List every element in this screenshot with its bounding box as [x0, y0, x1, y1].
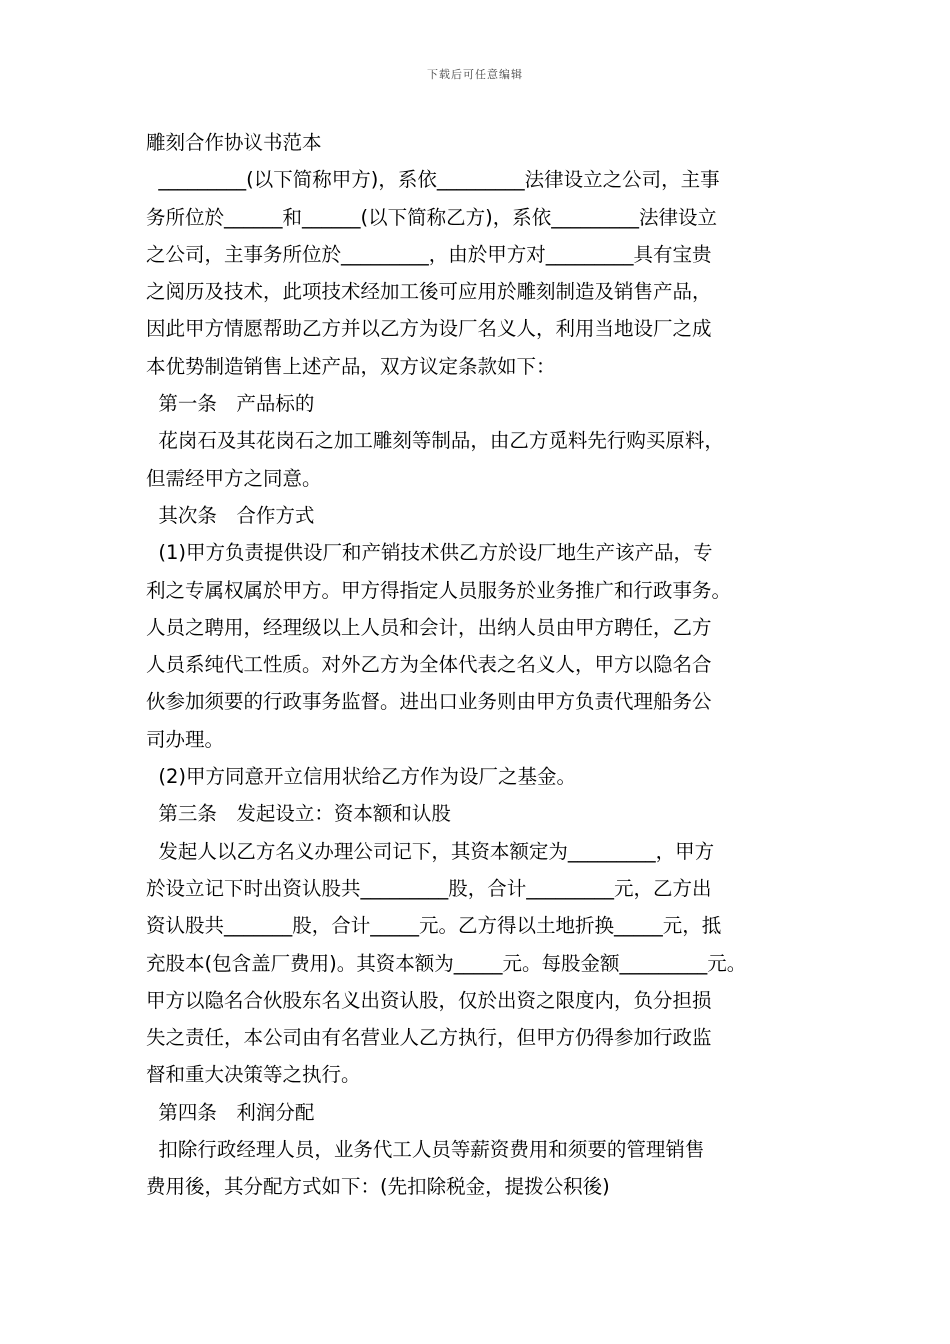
paragraph-line: 之公司，主事务所位於_________，由於甲方对_________具有宝贵 [146, 242, 712, 266]
section-heading: 第四条 利润分配 [146, 1100, 315, 1124]
paragraph-line: 务所位於______和______(以下简称乙方)，系依_________法律设立 [146, 205, 717, 229]
paragraph-line: 人员之聘用，经理级以上人员和会计，出纳人员由甲方聘任，乙方 [146, 615, 712, 639]
paragraph-line: 甲方以隐名合伙股东名义出资认股，仅於出资之限度内，负分担损 [146, 988, 712, 1012]
paragraph-line: 督和重大决策等之执行。 [146, 1063, 361, 1087]
paragraph-line: 司办理。 [146, 727, 225, 751]
paragraph-line: 发起人以乙方名义办理公司记下，其资本额定为_________，甲方 [146, 839, 715, 863]
paragraph-line: 花岗石及其花岗石之加工雕刻等制品，由乙方觅料先行购买原料， [146, 429, 724, 453]
paragraph-line: 伙参加须要的行政事务监督。进出口业务则由甲方负责代理船务公 [146, 690, 712, 714]
paragraph-line: 於设立记下时出资认股共_________股，合计_________元，乙方出 [146, 876, 712, 900]
paragraph-line: 本优势制造销售上述产品，双方议定条款如下： [146, 354, 556, 378]
section-heading: 其次条 合作方式 [146, 503, 315, 527]
paragraph-line: 之阅历及技术，此项技术经加工後可应用於雕刻制造及销售产品， [146, 280, 712, 304]
paragraph-line: 利之专属权属於甲方。甲方得指定人员服务於业务推广和行政事务。 [146, 578, 732, 602]
paragraph-line: 资认股共_______股，合计_____元。乙方得以土地折换_____元，抵 [146, 914, 722, 938]
paragraph-line: 失之责任，本公司由有名营业人乙方执行，但甲方仍得参加行政监 [146, 1026, 712, 1050]
paragraph-line: 但需经甲方之同意。 [146, 466, 322, 490]
paragraph-line: 费用後，其分配方式如下：(先扣除税金，提拨公积後) [146, 1175, 610, 1199]
section-heading: 第一条 产品标的 [146, 392, 315, 416]
document-title: 雕刻合作协议书范本 [146, 131, 322, 154]
paragraph-line: (1)甲方负责提供设厂和产销技术供乙方於设厂地生产该产品，专 [146, 541, 713, 565]
document-body [146, 124, 826, 1206]
paragraph-line: (2)甲方同意开立信用状给乙方作为设厂之基金。 [146, 765, 577, 789]
header-note: 下载后可任意编辑 [427, 68, 523, 81]
paragraph-line: 充股本(包含盖厂费用)。其资本额为_____元。每股金额_________元。 [146, 951, 747, 975]
paragraph-line: 因此甲方情愿帮助乙方并以乙方为设厂名义人，利用当地设厂之成 [146, 317, 712, 341]
paragraph-line: _________(以下简称甲方)，系依_________法律设立之公司，主事 [146, 168, 720, 192]
paragraph-line: 人员系纯代工性质。对外乙方为全体代表之名义人，甲方以隐名合 [146, 653, 712, 677]
paragraph-line: 扣除行政经理人员，业务代工人员等薪资费用和须要的管理销售 [146, 1138, 705, 1162]
section-heading: 第三条 发起设立：资本额和认股 [146, 802, 451, 826]
